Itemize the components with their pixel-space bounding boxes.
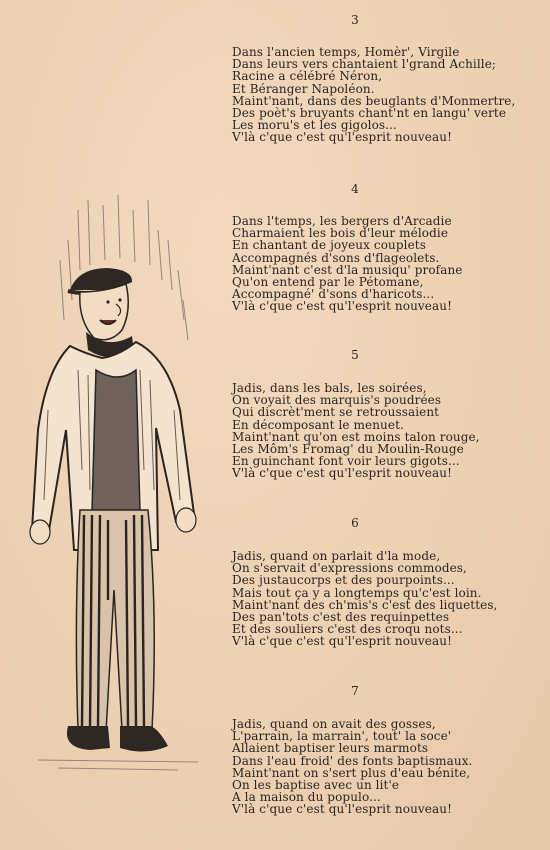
verse-line: Qui discrèt'ment se retroussaient (232, 405, 440, 420)
verse-line: Dans l'temps, les bergers d'Arcadie (232, 214, 452, 228)
verse-line: L'parrain, la marrain', tout' la soce' (232, 729, 452, 744)
verse-line: Accompagné' d'sons d'haricots... (232, 287, 435, 302)
verse-line: Accompagnés d'sons d'flageolets. (232, 250, 440, 265)
verse-line: A la maison du populo... (232, 790, 381, 805)
verse-line: V'là c'que c'est qu'l'esprit nouveau! (232, 634, 452, 649)
stanza-number: 3 (351, 13, 359, 27)
verse-line: Maint'nant on s'sert plus d'eau bénite, (232, 765, 471, 780)
verse-line: Dans l'eau froid' des fonts baptismaux. (232, 753, 473, 768)
verse-line: On s'servait d'expressions commodes, (232, 561, 467, 576)
stanza (232, 382, 542, 480)
verse-line: Des justaucorps et des pourpoints... (232, 573, 455, 588)
verse-line: En guinchant font voir leurs gigots... (232, 454, 460, 469)
verse-line: Racine a célébré Néron, (232, 69, 383, 84)
verse-line: V'là c'que c'est qu'l'esprit nouveau! (232, 130, 452, 145)
verse-line: Jadis, quand on parlait d'la mode, (232, 549, 441, 563)
verse-line: Maint'nant des ch'mis's c'est des liquettes, (232, 597, 498, 612)
verse-line: Des pan'tots c'est des requinpettes (232, 610, 450, 625)
verse-line: En chantant de joyeux couplets (232, 238, 426, 253)
verse-line: On les baptise avec un lit'e (232, 778, 400, 793)
verse-line: Allaient baptiser leurs marmots (232, 741, 429, 756)
verse-line: On voyait des marquis's poudrées (232, 393, 442, 408)
stanza-number: 7 (351, 684, 359, 698)
verse-line: Qu'on entend par le Pétomane, (232, 275, 424, 290)
verse-line: Et des souliers c'est des croqu nots... (232, 622, 463, 637)
verse-line: Charmaient les bois d'leur mélodie (232, 226, 449, 241)
verse-line: Les moru's et les gigolos... (232, 118, 397, 133)
verse-line: En décomposant le menuet. (232, 417, 404, 432)
verse-line: Les Môm's Fromag' du Moulin-Rouge (232, 442, 464, 457)
verse-line: V'là c'que c'est qu'l'esprit nouveau! (232, 299, 452, 314)
verse-line: Maint'nant c'est d'la musiqu' profane (232, 262, 463, 277)
verse-line: Jadis, quand on avait des gosses, (232, 717, 436, 731)
stanza (232, 215, 542, 313)
stanza (232, 550, 542, 648)
stanza-number: 6 (351, 516, 359, 530)
verse-line: V'là c'que c'est qu'l'esprit nouveau! (232, 466, 452, 481)
stanza (232, 46, 542, 144)
verse-line: Mais tout ça y a longtemps qu'c'est loin. (232, 585, 482, 600)
verse-line: Maint'nant, dans des beuglants d'Monmertre, (232, 93, 516, 108)
stanza (232, 718, 542, 816)
verse-line: Dans l'ancien temps, Homèr', Virgile (232, 45, 460, 59)
stanza-number: 5 (351, 348, 359, 362)
verse-line: Maint'nant qu'on est moins talon rouge, (232, 429, 480, 444)
verse-line: Jadis, dans les bals, les soirées, (232, 381, 427, 395)
verse-line: Dans leurs vers chantaient l'grand Achille; (232, 57, 497, 72)
verse-line: Des poèt's bruyants chant'nt en langu' verte (232, 106, 507, 121)
verse-line: V'là c'que c'est qu'l'esprit nouveau! (232, 802, 452, 817)
verse-line: Et Béranger Napoléon. (232, 81, 375, 96)
stanza-number: 4 (351, 182, 359, 196)
